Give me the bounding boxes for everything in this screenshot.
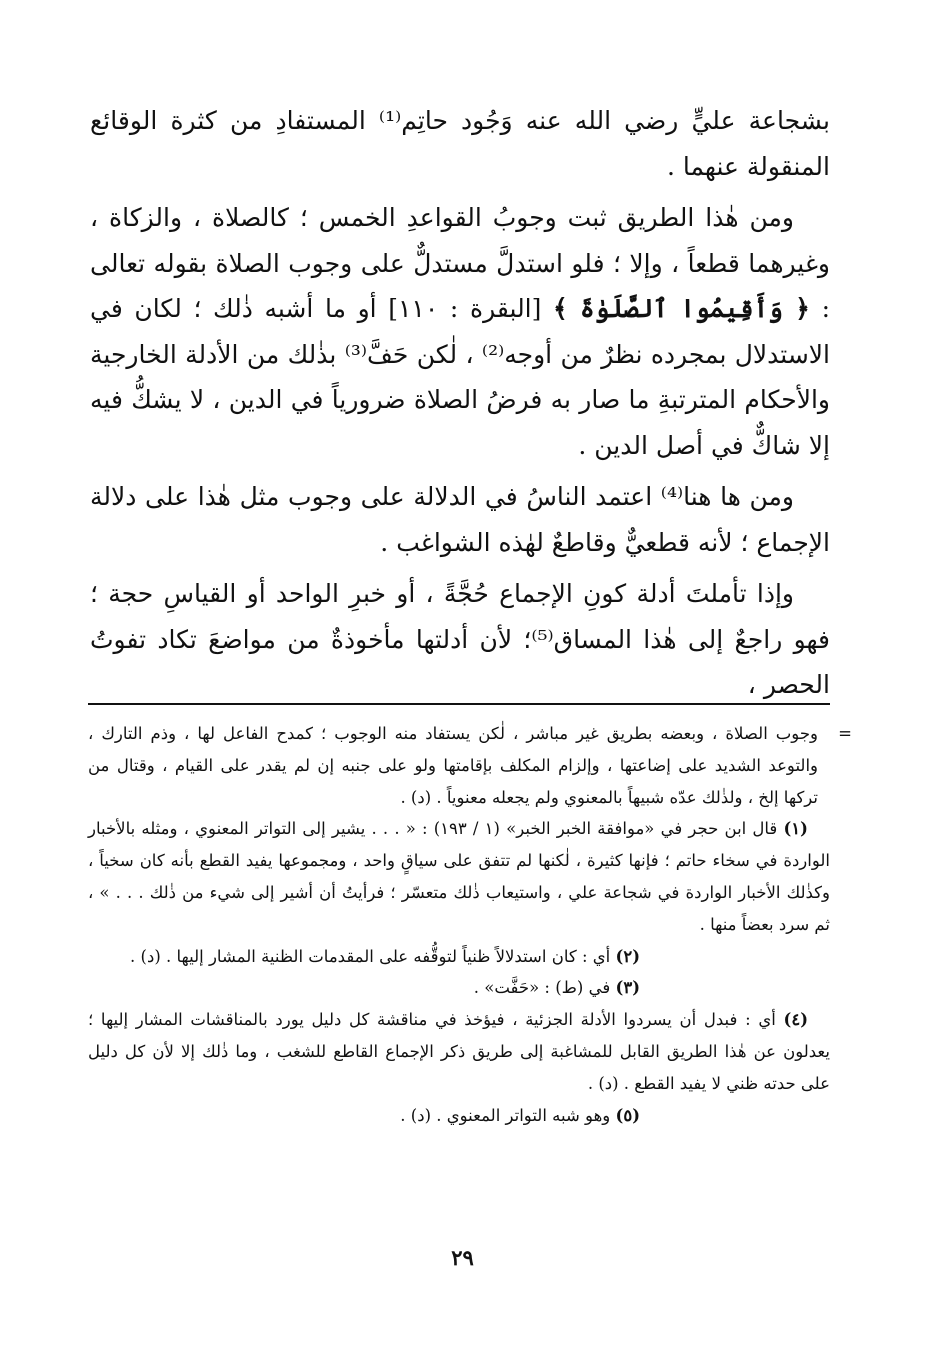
paragraph-2 xyxy=(90,195,830,468)
footnote-number: (٢) xyxy=(615,946,640,966)
footnote-text: أي : كان استدلالاً ظنياً لتوقُّفه على المقدمات الظنية المشار إليها . (د) . xyxy=(130,946,616,966)
footnote-continuation-text: وجوب الصلاة ، وبعضه بطريق غير مباشر ، لٰكن يستفاد منه الوجوب ؛ كمدح الفاعل لها ، وذم التارك ، والتوعد الشديد على إضاعتها ، وإلزام المكلف بإقامتها ولو على جنبه إن لم يقدر على القيام ، وقتال من تركها إلخ ، ولذٰلك عدّه شبيهاً بالمعنوي ولم يجعله معنوياً . (د) . xyxy=(88,724,818,807)
footnotes xyxy=(88,718,852,1131)
footnote-2 xyxy=(88,941,830,973)
footnote-3 xyxy=(88,972,830,1004)
footnote-continuation xyxy=(88,718,852,813)
paragraph-3: ومن ها هنا⁽⁴⁾ اعتمد الناسُ في الدلالة على وجوب مثل هٰذا على دلالة الإجماع ؛ لأنه قطعيٌّ وقاطعٌ لهٰذه الشواغب . xyxy=(90,482,830,557)
quran-verse: ﴿ وَأَقِيمُوا ٱلصَّلَوٰةَ ﴾ xyxy=(553,294,810,323)
paragraph-1: بشجاعة عليٍّ رضي الله عنه وَجُود حاتِم⁽¹⁾ المستفادِ من كثرة الوقائع المنقولة عنهما . xyxy=(90,106,830,181)
footnote-number: (٤) xyxy=(783,1010,808,1030)
paragraph-2-text: ومن هٰذا الطريق ثبت وجوبُ القواعدِ الخمس ؛ كالصلاة ، والزكاة ، وغيرهما قطعاً ، وإلا ؛ فلو استدلَّ مستدلٌّ على وجوب الصلاة بقوله تعالى : xyxy=(90,203,830,323)
footnote-number: (٣) xyxy=(615,978,640,998)
footnote-1 xyxy=(88,813,830,940)
paragraph-2-continuation: [البقرة : ١١٠] أو ما أشبه ذٰلك ؛ لكان في الاستدلال بمجرده نظرٌ من أوجه⁽²⁾ ، لٰكن حَفَّ⁽³⁾ بذٰلك من الأدلة الخارجية والأحكام المترتبةِ ما صار به فرضُ الصلاة ضرورياً في الدين ، لا يشكُّ فيه إلا شاكٌّ في أصل الدين . xyxy=(90,294,830,460)
continuation-mark: = xyxy=(838,724,852,743)
footnote-text: في (ط) : «حَفَّت» . xyxy=(473,978,616,998)
main-text xyxy=(90,98,830,708)
page-number: ٢٩ xyxy=(451,1245,474,1270)
footnote-text: أي : فبدل أن يسردوا الأدلة الجزئية ، فيؤخذ في مناقشة كل دليل يورد بالمناقشات المشار إليها ؛ يعدلون عن هٰذا الطريق القابل للمشاغبة إلى طريق ذكر الإجماع القاطع للشغب ، وما ذٰلك إلا لأن كل دليل على حدته ظني لا يفيد القطع . (د) . xyxy=(88,1010,830,1093)
footnote-5 xyxy=(88,1100,830,1132)
footnote-text: وهو شبه التواتر المعنوي . (د) . xyxy=(400,1105,616,1125)
paragraph-4: وإذا تأملتَ أدلة كونِ الإجماع حُجَّةً ، أو خبرِ الواحد أو القياسِ حجة ؛ فهو راجعٌ إلى هٰذا المساق⁽⁵⁾؛ لأن أدلتها مأخوذةٌ من مواضعَ تكاد تفوتُ الحصر ، xyxy=(90,579,830,699)
footnote-text: قال ابن حجر في «موافقة الخبر الخبر» (١ / ١٩٣) : « . . . يشير إلى التواتر المعنوي ، ومثله بالأخبار الواردة في سخاء حاتم ؛ فإنها كثيرة ، لٰكنها لم تتفق على سياقٍ واحد ، ومجموعها يفيد القطع بأنه كان سخياً ، وكذٰلك الأخبار الواردة في شجاعة علي ، واستيعاب ذٰلك متعسّر ؛ فرأيتُ أن أشير إلى شيء من ذٰلك . . . » ، ثم سرد بعضاً منها . xyxy=(88,819,830,934)
footnote-separator xyxy=(88,703,830,705)
footnote-4 xyxy=(88,1004,830,1099)
footnote-number: (٥) xyxy=(615,1105,640,1125)
footnote-number: (١) xyxy=(783,819,808,839)
